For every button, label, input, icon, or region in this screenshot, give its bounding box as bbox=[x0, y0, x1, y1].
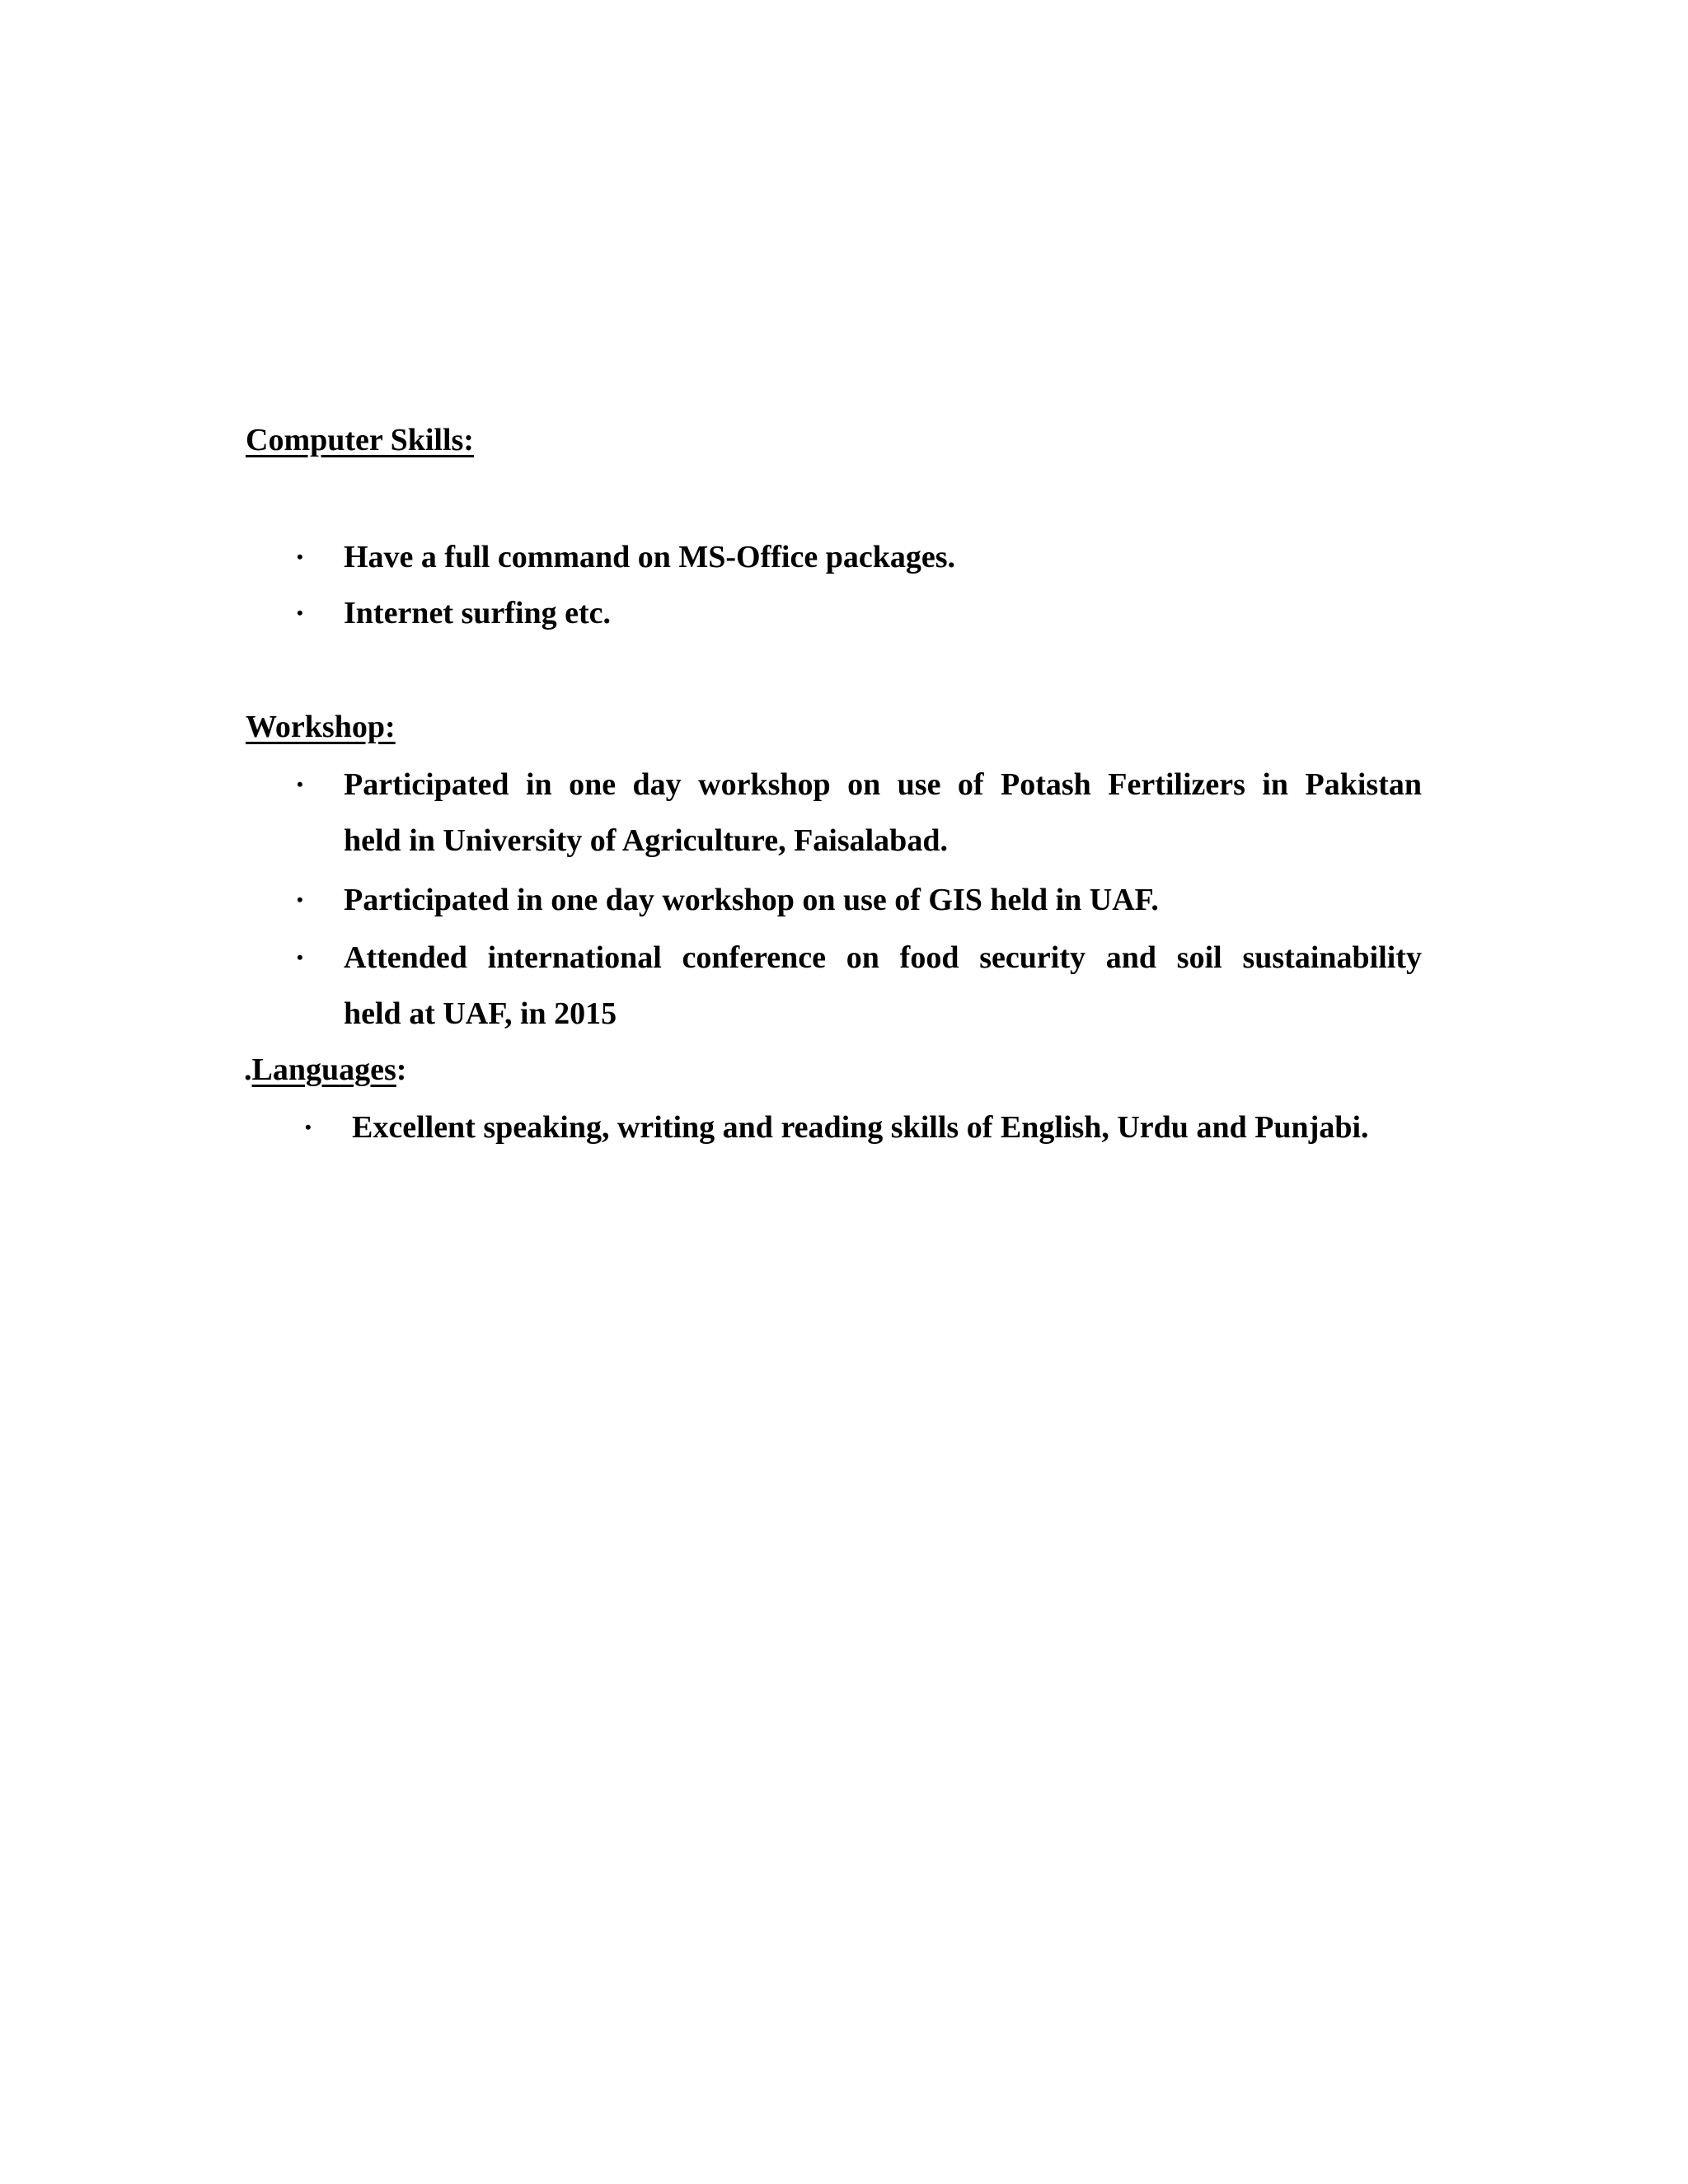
workshop-heading bbox=[246, 709, 396, 745]
computer-skills-heading bbox=[246, 422, 474, 458]
bullet-icon: • bbox=[297, 602, 303, 623]
bullet-icon: • bbox=[297, 774, 303, 794]
workshop-item-line: Attended international conference on food security and soil sustainability bbox=[344, 940, 1422, 975]
bullet-icon: • bbox=[305, 1117, 312, 1137]
workshop-item-line: held at UAF, in 2015 bbox=[344, 996, 617, 1031]
languages-heading-prefix: . bbox=[244, 1052, 252, 1087]
workshop-item-line: Participated in one day workshop on use of Potash Fertilizers in Pakistan bbox=[344, 767, 1422, 802]
computer-skills-heading-text: Computer Skills: bbox=[246, 423, 474, 457]
workshop-item-line: Participated in one day workshop on use of GIS held in UAF. bbox=[344, 883, 1159, 917]
languages-heading bbox=[244, 1052, 406, 1088]
workshop-heading-text: Workshop: bbox=[246, 710, 396, 744]
computer-skill-item: Internet surfing etc. bbox=[344, 596, 611, 630]
computer-skill-item: Have a full command on MS-Office packages. bbox=[344, 540, 956, 574]
languages-heading-suffix: : bbox=[396, 1052, 407, 1087]
bullet-icon: • bbox=[297, 947, 303, 968]
bullet-icon: • bbox=[297, 889, 303, 910]
bullet-icon: • bbox=[297, 546, 303, 567]
workshop-item-line: held in University of Agriculture, Faisalabad. bbox=[344, 823, 948, 858]
languages-heading-text: Languages bbox=[251, 1052, 396, 1087]
language-item: Excellent speaking, writing and reading skills of English, Urdu and Punjabi. bbox=[352, 1110, 1369, 1145]
